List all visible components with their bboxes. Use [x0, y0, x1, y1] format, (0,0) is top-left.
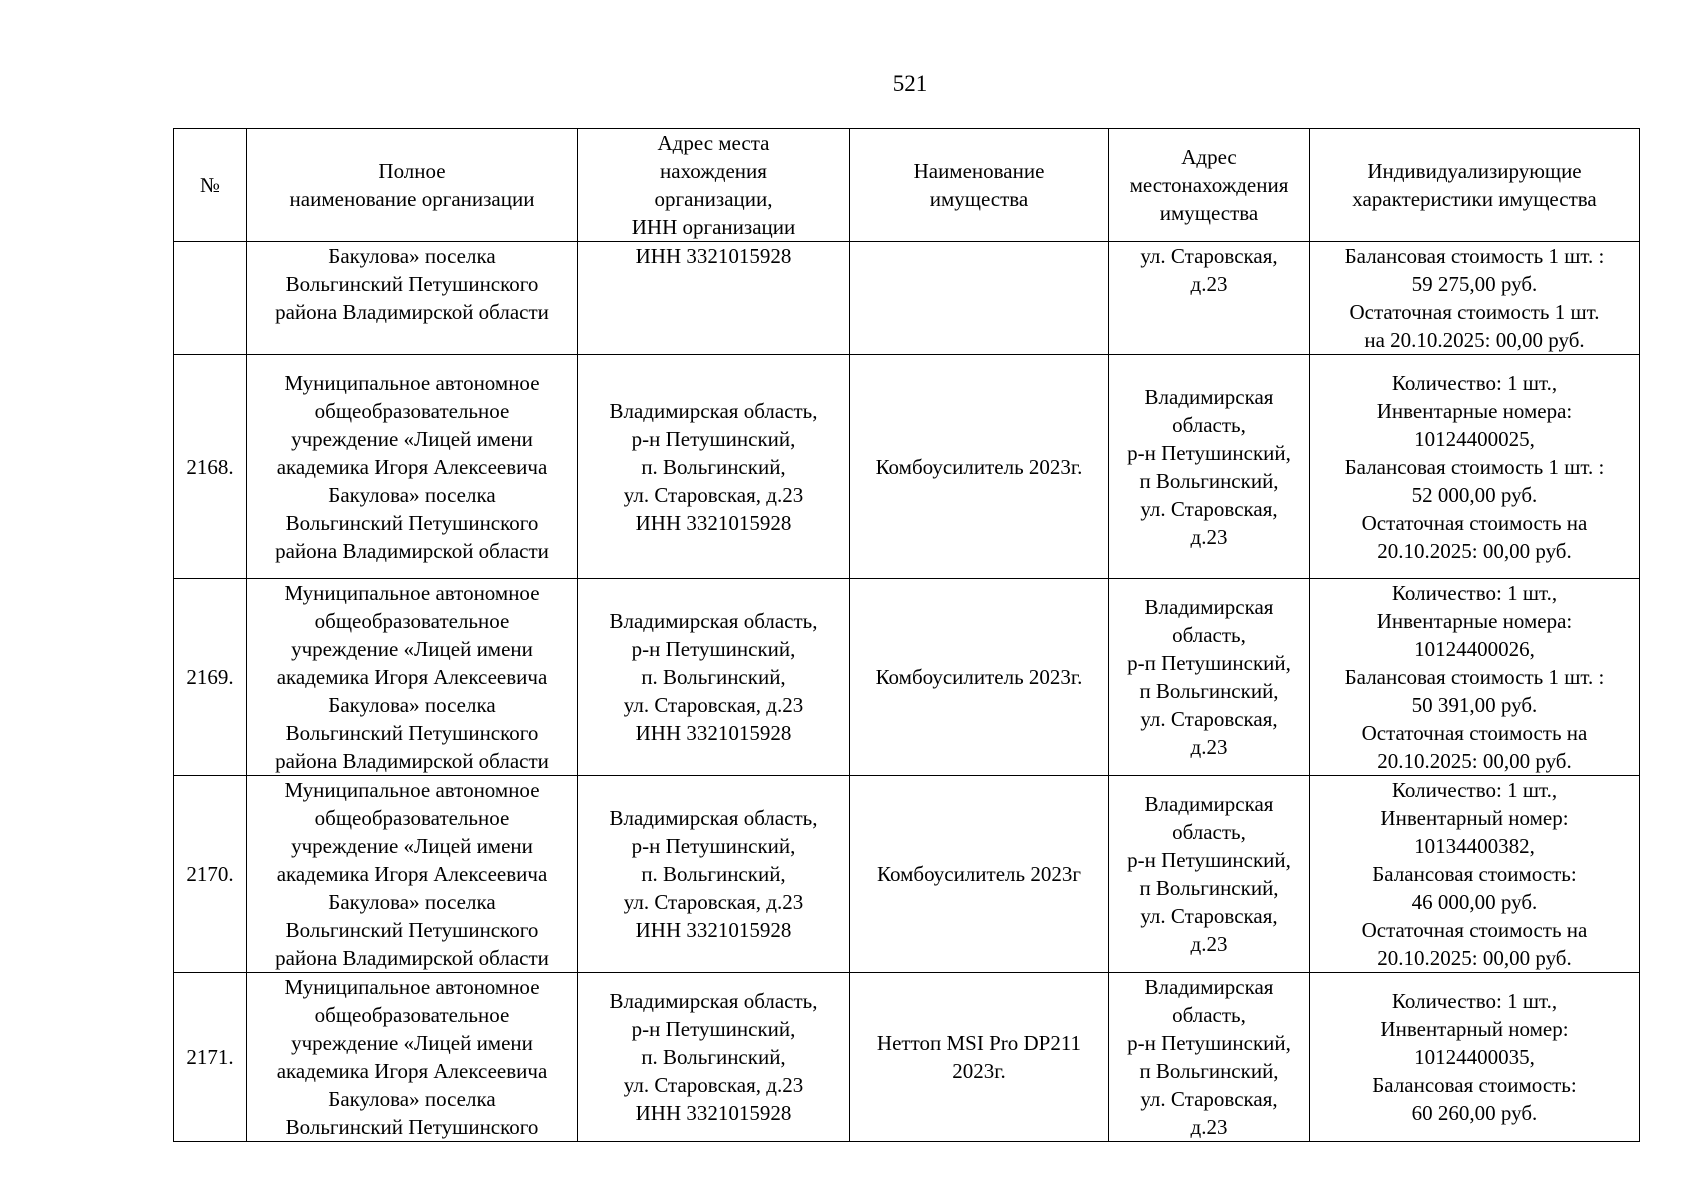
text-line: района Владимирской области: [275, 946, 549, 970]
text-line: 50 391,00 руб.: [1411, 693, 1538, 717]
table-row: [174, 242, 1640, 355]
text-line: ИНН 3321015928: [635, 510, 792, 535]
text-line: 10124400025,: [1414, 426, 1535, 451]
text-line: Муниципальное автономное: [284, 370, 540, 395]
text-line: ул. Старовская, д.23: [623, 890, 804, 914]
text-line: д.23: [1190, 932, 1228, 956]
text-line: академика Игоря Алексеевича: [276, 454, 548, 479]
property-registry-table: [173, 128, 1640, 1142]
text-line: д.23: [1190, 524, 1228, 549]
text-line: Балансовая стоимость 1 шт. :: [1344, 244, 1605, 268]
text-line: ИНН организации: [631, 215, 796, 239]
text-line: ул. Старовская, д.23: [623, 482, 804, 507]
text-line: Комбоусилитель 2023г: [877, 862, 1081, 886]
text-line: Балансовая стоимость 1 шт. :: [1344, 665, 1605, 689]
text-line: п. Вольгинский,: [641, 665, 786, 689]
text-line: ул. Старовская,: [1140, 1087, 1278, 1111]
characteristics-cell: [1310, 242, 1640, 355]
text-line: р-н Петушинский,: [1127, 440, 1291, 465]
text-line: 60 260,00 руб.: [1411, 1101, 1538, 1125]
org-address-cell: [578, 355, 850, 579]
property-name-cell: [850, 355, 1109, 579]
text-line: д.23: [1190, 1115, 1228, 1139]
text-line: п Вольгинский,: [1139, 679, 1279, 703]
text-line: ИНН 3321015928: [635, 244, 792, 268]
text-line: организации,: [654, 187, 773, 211]
text-line: 10124400026,: [1414, 637, 1535, 661]
text-line: Количество: 1 шт.,: [1391, 989, 1558, 1013]
table-row: [174, 776, 1640, 973]
text-line: Балансовая стоимость 1 шт. :: [1344, 454, 1605, 479]
text-line: Инвентарные номера:: [1376, 398, 1573, 423]
characteristics-cell: [1310, 973, 1640, 1142]
text-line: 59 275,00 руб.: [1411, 272, 1538, 296]
text-line: имущества: [1159, 201, 1259, 225]
text-line: Владимирская: [1144, 384, 1274, 409]
text-line: Бакулова» поселка: [328, 890, 496, 914]
text-line: характеристики имущества: [1352, 187, 1597, 211]
property-address-cell: [1109, 973, 1310, 1142]
text-line: Муниципальное автономное: [284, 778, 540, 802]
text-line: Вольгинский Петушинского: [285, 510, 539, 535]
text-line: 2023г.: [952, 1059, 1006, 1083]
text-line: учреждение «Лицей имени: [291, 834, 533, 858]
text-line: Количество: 1 шт.,: [1391, 581, 1558, 605]
org-address-cell: [578, 973, 850, 1142]
property-address-cell: [1109, 579, 1310, 776]
header-characteristics: [1310, 129, 1640, 242]
text-line: п. Вольгинский,: [641, 862, 786, 886]
row-number: 2168.: [174, 355, 247, 579]
text-line: нахождения: [660, 159, 767, 183]
text-line: 10134400382,: [1414, 834, 1535, 858]
property-name-cell: [850, 242, 1109, 355]
text-line: Остаточная стоимость 1 шт.: [1349, 300, 1600, 324]
text-line: 46 000,00 руб.: [1411, 890, 1538, 914]
characteristics-cell: [1310, 355, 1640, 579]
text-line: района Владимирской области: [275, 749, 549, 773]
text-line: Остаточная стоимость на: [1361, 510, 1588, 535]
text-line: п Вольгинский,: [1139, 1059, 1279, 1083]
row-number: 2169.: [174, 579, 247, 776]
text-line: Владимирская область,: [609, 989, 818, 1013]
text-line: Вольгинский Петушинского: [285, 272, 539, 296]
text-line: Владимирская: [1144, 595, 1274, 619]
text-line: Муниципальное автономное: [284, 975, 540, 999]
text-line: Бакулова» поселка: [328, 244, 496, 268]
row-number: 2171.: [174, 973, 247, 1142]
text-line: п Вольгинский,: [1139, 876, 1279, 900]
text-line: 52 000,00 руб.: [1411, 482, 1538, 507]
table-row: [174, 579, 1640, 776]
text-line: ИНН 3321015928: [635, 918, 792, 942]
row-number: 2170.: [174, 776, 247, 973]
text-line: Бакулова» поселка: [328, 482, 496, 507]
characteristics-cell: [1310, 776, 1640, 973]
text-line: имущества: [929, 187, 1029, 211]
text-line: Комбоусилитель 2023г.: [875, 454, 1083, 479]
property-address-cell: [1109, 776, 1310, 973]
text-line: района Владимирской области: [275, 300, 549, 324]
text-line: ул. Старовская,: [1140, 904, 1278, 928]
text-line: п. Вольгинский,: [641, 454, 786, 479]
table-row: [174, 355, 1640, 579]
text-line: р-н Петушинский,: [631, 834, 796, 858]
text-line: 20.10.2025: 00,00 руб.: [1377, 538, 1572, 563]
text-line: Вольгинский Петушинского: [285, 721, 539, 745]
header-num: №: [174, 129, 247, 242]
header-row: [174, 129, 1640, 242]
text-line: академика Игоря Алексеевича: [276, 1059, 548, 1083]
text-line: Инвентарные номера:: [1376, 609, 1573, 633]
text-line: ул. Старовская,: [1140, 496, 1278, 521]
text-line: р-н Петушинский,: [631, 1017, 796, 1041]
text-line: района Владимирской области: [275, 538, 549, 563]
text-line: академика Игоря Алексеевича: [276, 862, 548, 886]
org-name-cell: [247, 776, 578, 973]
org-name-cell: [247, 355, 578, 579]
text-line: на 20.10.2025: 00,00 руб.: [1364, 328, 1585, 352]
text-line: Бакулова» поселка: [328, 1087, 496, 1111]
text-line: ул. Старовская, д.23: [623, 1073, 804, 1097]
text-line: Остаточная стоимость на: [1361, 721, 1588, 745]
text-line: д.23: [1190, 735, 1228, 759]
header-property-address: [1109, 129, 1310, 242]
org-address-cell: [578, 579, 850, 776]
text-line: 20.10.2025: 00,00 руб.: [1377, 946, 1572, 970]
page-number: 521: [892, 71, 928, 96]
org-name-cell: [247, 242, 578, 355]
text-line: р-н Петушинский,: [631, 637, 796, 661]
text-line: учреждение «Лицей имени: [291, 426, 533, 451]
text-line: Количество: 1 шт.,: [1391, 778, 1558, 802]
text-line: д.23: [1190, 272, 1228, 296]
text-line: Количество: 1 шт.,: [1391, 370, 1558, 395]
text-line: 20.10.2025: 00,00 руб.: [1377, 749, 1572, 773]
text-line: Вольгинский Петушинского: [285, 918, 539, 942]
text-line: Балансовая стоимость:: [1372, 1073, 1577, 1097]
property-name-cell: [850, 579, 1109, 776]
text-line: р-н Петушинский,: [631, 426, 796, 451]
text-line: общеобразовательное: [314, 806, 510, 830]
text-line: Муниципальное автономное: [284, 581, 540, 605]
text-line: учреждение «Лицей имени: [291, 637, 533, 661]
text-line: Владимирская область,: [609, 806, 818, 830]
text-line: Вольгинский Петушинского: [285, 1115, 539, 1139]
text-line: общеобразовательное: [314, 1003, 510, 1027]
table-row: [174, 973, 1640, 1142]
text-line: ул. Старовская,: [1140, 244, 1278, 268]
header-org-name: [247, 129, 578, 242]
text-line: Полное: [378, 159, 446, 183]
text-line: область,: [1172, 412, 1246, 437]
text-line: Владимирская: [1144, 975, 1274, 999]
text-line: п Вольгинский,: [1139, 468, 1279, 493]
org-name-cell: [247, 579, 578, 776]
text-line: ИНН 3321015928: [635, 1101, 792, 1125]
header-org-address: [578, 129, 850, 242]
row-number: [174, 242, 247, 355]
text-line: Бакулова» поселка: [328, 693, 496, 717]
text-line: ИНН 3321015928: [635, 721, 792, 745]
org-address-cell: [578, 242, 850, 355]
org-name-cell: [247, 973, 578, 1142]
text-line: академика Игоря Алексеевича: [276, 665, 548, 689]
text-line: область,: [1172, 623, 1246, 647]
text-line: Владимирская область,: [609, 398, 818, 423]
text-line: ул. Старовская,: [1140, 707, 1278, 731]
text-line: р-н Петушинский,: [1127, 1031, 1291, 1055]
text-line: Адрес: [1181, 145, 1237, 169]
text-line: Наименование: [913, 159, 1045, 183]
text-line: Неттоп MSI Pro DP211: [876, 1031, 1082, 1055]
text-line: Остаточная стоимость на: [1361, 918, 1588, 942]
text-line: местонахождения: [1129, 173, 1289, 197]
text-line: р-п Петушинский,: [1127, 651, 1291, 675]
text-line: область,: [1172, 1003, 1246, 1027]
org-address-cell: [578, 776, 850, 973]
text-line: общеобразовательное: [314, 609, 510, 633]
text-line: Индивидуализирующие: [1367, 159, 1582, 183]
text-line: 10124400035,: [1414, 1045, 1535, 1069]
property-name-cell: [850, 776, 1109, 973]
property-address-cell: [1109, 242, 1310, 355]
text-line: область,: [1172, 820, 1246, 844]
text-line: Инвентарный номер:: [1380, 1017, 1569, 1041]
text-line: ул. Старовская, д.23: [623, 693, 804, 717]
characteristics-cell: [1310, 579, 1640, 776]
property-address-cell: [1109, 355, 1310, 579]
text-line: общеобразовательное: [314, 398, 510, 423]
text-line: п. Вольгинский,: [641, 1045, 786, 1069]
text-line: Владимирская область,: [609, 609, 818, 633]
text-line: Балансовая стоимость:: [1372, 862, 1577, 886]
property-name-cell: [850, 973, 1109, 1142]
text-line: Адрес места: [657, 131, 770, 155]
header-property-name: [850, 129, 1109, 242]
text-line: наименование организации: [289, 187, 535, 211]
text-line: р-н Петушинский,: [1127, 848, 1291, 872]
text-line: учреждение «Лицей имени: [291, 1031, 533, 1055]
text-line: Комбоусилитель 2023г.: [875, 665, 1083, 689]
text-line: Инвентарный номер:: [1380, 806, 1569, 830]
text-line: Владимирская: [1144, 792, 1274, 816]
